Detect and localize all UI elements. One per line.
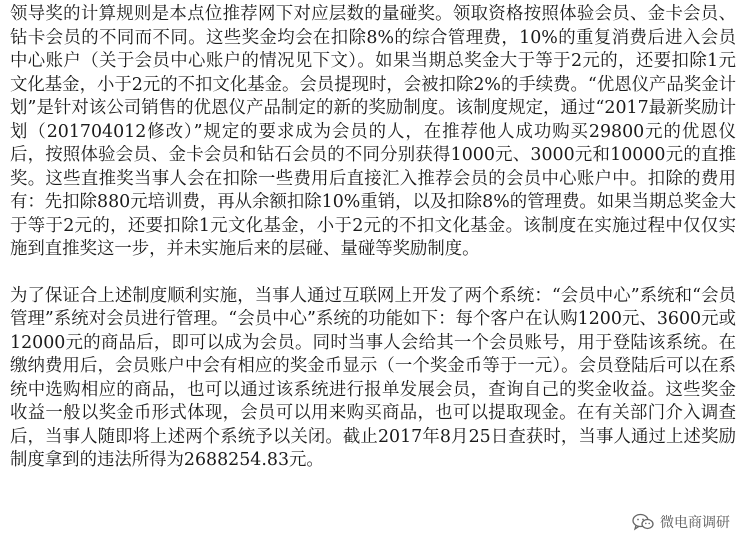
document-body	[10, 3, 736, 473]
watermark	[628, 511, 734, 533]
watermark-text: 微电商调研	[660, 515, 730, 531]
paragraph-bonus-rules: 领导奖的计算规则是本点位推荐网下对应层数的量碰奖。领取资格按照体验会员、金卡会员、钻卡会员的不同而不同。这些奖金均会在扣除8%的综合管理费，10%的重复消费后进入会员中心账户（关于会员中心账户的情况见下文）。如果当期总奖金大于等于2元的，还要扣除1元文化基金，小于2元的不扣文化基金。会员提现时，会被扣除2%的手续费。“优恩仪产品奖金计划”是针对该公司销售的优恩仪产品制定的新的奖励制度。该制度规定，通过“2017最新奖励计划（201704012修改）”规定的要求成为会员的人，在推荐他人成功购买29800元的优恩仪后，按照体验会员、金卡会员和钻石会员的不同分别获得1000元、3000元和10000元的直推奖。这些直推奖当事人会在扣除一些费用后直接汇入推荐会员的会员中心账户中。扣除的费用有：先扣除880元培训费，再从余额扣除10%重销，以及扣除8%的管理费。如果当期总奖金大于等于2元的，还要扣除1元文化基金，小于2元的不扣文化基金。该制度在实施过程中仅仅实施到直推奖这一步，并未实施后来的层碰、量碰等奖励制度。	[10, 4, 736, 259]
paragraph-member-systems: 为了保证合上述制度顺利实施，当事人通过互联网上开发了两个系统：“会员中心”系统和“会员管理”系统对会员进行管理。“会员中心”系统的功能如下：每个客户在认购1200元、3600元或12000元的商品后，即可以成为会员。同时当事人会给其一个会员账号，用于登陆该系统。在缴纳费用后，会员账户中会有相应的奖金币显示（一个奖金币等于一元）。会员登陆后可以在系统中选购相应的商品，也可以通过该系统进行报单发展会员，查询自己的奖金收益。这些奖金收益一般以奖金币形式体现，会员可以用来购买商品，也可以提取现金。在有关部门介入调查后，当事人随即将上述两个系统予以关闭。截止2017年8月25日查获时，当事人通过上述奖励制度拿到的违法所得为2688254.83元。	[10, 285, 736, 470]
wechat-icon	[632, 513, 654, 531]
